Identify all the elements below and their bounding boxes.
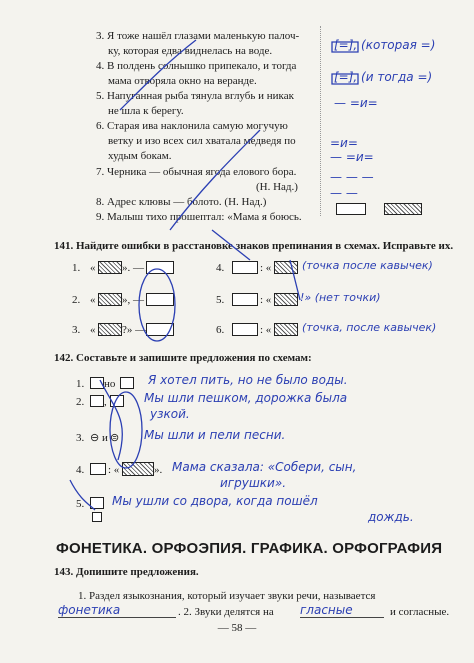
scheme-hatched-box — [274, 261, 298, 274]
hw-sentence: Мы шли пешком, дорожка была — [144, 391, 348, 405]
scheme-punct: ». — [154, 464, 163, 476]
hw-answer: [=], (которая =) — [334, 38, 436, 52]
scheme-box — [90, 497, 104, 509]
scheme-conj: но — [104, 378, 116, 390]
ex143-line1: 1. Раздел языкознания, который изучает звуки речи, называется — [78, 590, 376, 602]
scheme-punct: : « — [260, 262, 272, 274]
hw-answer: — =и= — [334, 96, 378, 110]
hw-correction: !» (нет точки) — [300, 291, 381, 304]
scheme-conj: и — [102, 432, 108, 444]
ex141-item-num: 1. — [72, 262, 81, 274]
scheme-box — [90, 463, 106, 475]
quote-open: « — [90, 324, 96, 336]
scheme-box — [90, 395, 104, 407]
scheme-hatched-box — [122, 462, 154, 476]
hw-answer: =и= — [330, 136, 358, 150]
ex140-line: мама отворяла окно на веранде. — [108, 75, 257, 87]
hw-sentence: дождь. — [368, 510, 414, 524]
ex142-title: 142. Составьте и запишите предложения по схемам: — [54, 352, 312, 364]
hw-answer: — — — — [330, 170, 374, 184]
ex140-line: 5. Напуганная рыба тянула вглубь и никак — [96, 90, 294, 102]
ex141-item-num: 3. — [72, 324, 81, 336]
ex142-item-num: 2. — [76, 396, 85, 408]
scheme-box — [120, 377, 134, 389]
scheme-hatched-box — [274, 293, 298, 306]
hw-answer: — — — [330, 186, 358, 200]
ex140-source: (Н. Над.) — [256, 181, 298, 193]
scheme-circle: ⊖ — [90, 432, 100, 444]
scheme-box — [146, 323, 174, 336]
ex140-line: худым бокам. — [108, 150, 172, 162]
scheme-box — [90, 377, 104, 389]
scheme-box — [110, 395, 124, 407]
hw-sentence: игрушки». — [220, 476, 287, 490]
ex140-line: ветку и изо всех сил хватала медведя по — [108, 135, 296, 147]
scheme-hatched-box — [384, 203, 422, 215]
ex141-item-num: 5. — [216, 294, 225, 306]
section-heading: ФОНЕТИКА. ОРФОЭПИЯ. ГРАФИКА. ОРФОГРАФИЯ — [56, 540, 443, 557]
scheme-punct: : « — [260, 324, 272, 336]
scheme-punct: », — — [122, 294, 144, 306]
ex140-line: 4. В полдень солнышко припекало, и тогда — [96, 60, 297, 72]
ex143-line2: . 2. Звуки делятся на — [178, 606, 274, 618]
scheme-hatched-box — [98, 323, 122, 336]
scheme-hatched-box — [274, 323, 298, 336]
ink-stroke — [100, 380, 122, 460]
page-number: — 58 — — [217, 622, 257, 634]
ex141-title: 141. Найдите ошибки в расстановке знаков препинания в схемах. Исправьте их. — [54, 240, 454, 252]
scheme-hatched-box — [98, 261, 122, 274]
scheme-box — [232, 323, 258, 336]
hw-answer: — =и= — [330, 150, 374, 164]
fill-blank: гласные — [300, 603, 384, 618]
scheme-punct: , — [104, 396, 107, 408]
scheme-punct: ?» — — [122, 324, 147, 336]
scheme-box — [232, 261, 258, 274]
hw-sentence: Мы ушли со двора, когда пошёл — [112, 494, 318, 508]
scheme-punct: ». — — [122, 262, 144, 274]
ex142-item-num: 4. — [76, 464, 85, 476]
scheme-punct: : « — [108, 464, 120, 476]
answer-column-divider — [320, 26, 321, 216]
ex140-line: 8. Адрес клювы — болото. (Н. Над.) — [96, 196, 267, 208]
scheme-box — [336, 203, 366, 215]
quote-open: « — [90, 262, 96, 274]
scheme-hatched-box — [98, 293, 122, 306]
scheme-box — [146, 261, 174, 274]
scheme-box — [232, 293, 258, 306]
hw-sentence: Мы шли и пели песни. — [144, 428, 286, 442]
scheme-box — [92, 512, 102, 522]
ex140-line: ку, которая едва виднелась на воде. — [108, 45, 273, 57]
ex142-item-num: 1. — [76, 378, 85, 390]
ex140-line: 3. Я тоже нашёл глазами маленькую палоч- — [96, 30, 300, 42]
hw-correction: (точка после кавычек) — [302, 259, 433, 272]
hw-correction: (точка, после кавычек) — [302, 321, 437, 334]
ex142-item-num: 5. — [76, 498, 85, 510]
ex140-line: 6. Старая ива наклонила самую могучую — [96, 120, 288, 132]
hw-sentence: узкой. — [150, 407, 190, 421]
ex143-line2-end: и согласные. — [390, 606, 450, 618]
hw-answer: [=], (и тогда =) — [334, 70, 433, 84]
ex140-line: 9. Малыш тихо прошептал: «Мама я боюсь. — [96, 211, 302, 223]
fill-blank: фонетика — [58, 603, 176, 618]
ex142-item-num: 3. — [76, 432, 85, 444]
ex141-item-num: 4. — [216, 262, 225, 274]
ex143-title: 143. Допишите предложения. — [54, 566, 199, 578]
ex140-line: 7. Черника — обычная ягода елового бора. — [96, 166, 297, 178]
scheme-circle: ⊜ — [110, 432, 120, 444]
ex141-item-num: 2. — [72, 294, 81, 306]
quote-open: « — [90, 294, 96, 306]
scheme-punct: : « — [260, 294, 272, 306]
hw-sentence: Я хотел пить, но не было воды. — [148, 373, 348, 387]
hw-sentence: Мама сказала: «Собери, сын, — [172, 460, 357, 474]
ex140-line: не шла к берегу. — [108, 105, 184, 117]
scheme-box — [146, 293, 174, 306]
ex141-item-num: 6. — [216, 324, 225, 336]
